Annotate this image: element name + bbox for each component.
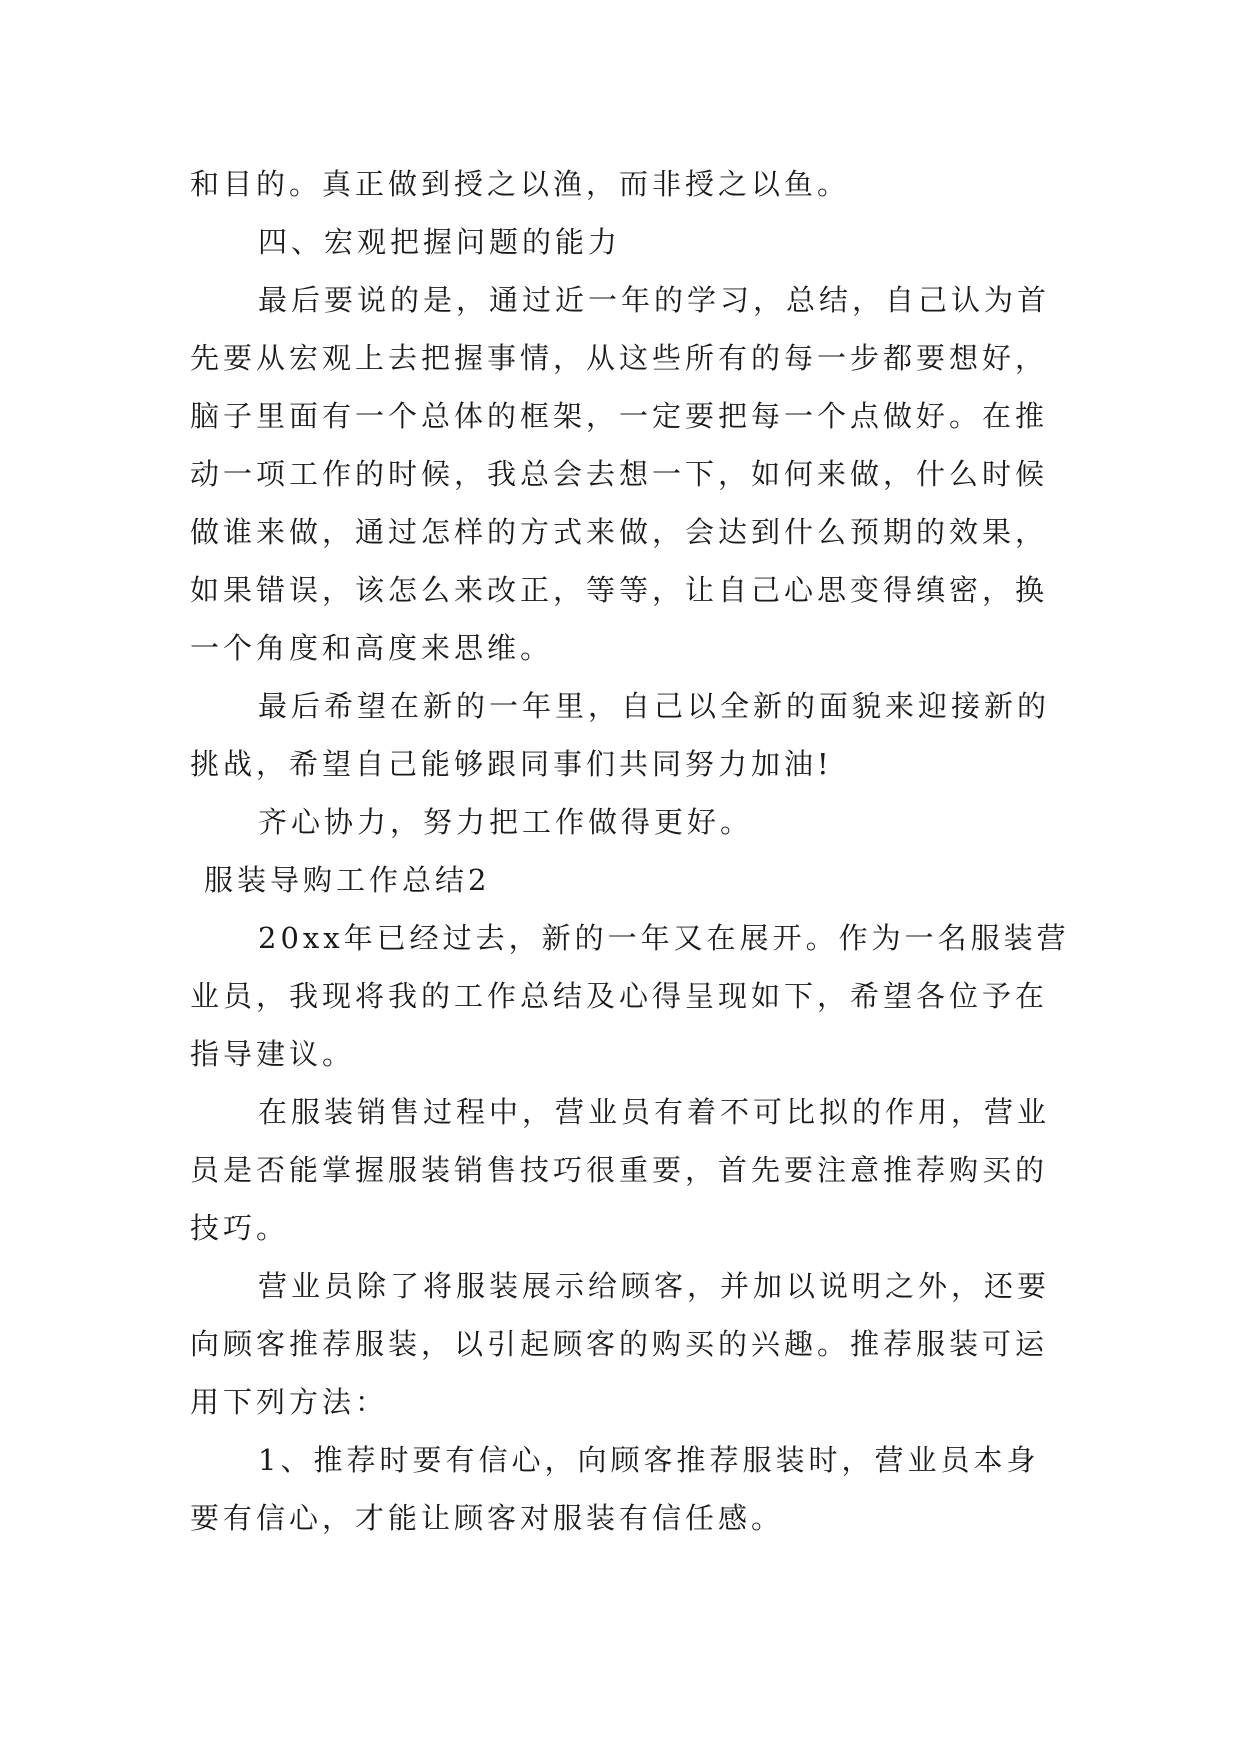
text-line: 最后希望在新的一年里，自己以全新的面貌来迎接新的 <box>258 689 1051 723</box>
text-line: 如果错误，该怎么来改正，等等，让自己心思变得缜密，换 <box>190 573 1049 607</box>
text-line: 向顾客推荐服装，以引起顾客的购买的兴趣。推荐服装可运 <box>190 1327 1049 1361</box>
text-line: 员是否能掌握服装销售技巧很重要，首先要注意推荐购买的 <box>190 1153 1049 1187</box>
text-line: 技巧。 <box>190 1211 290 1245</box>
document-title: 服装导购工作总结2 <box>204 863 491 897</box>
text-line: 挑战，希望自己能够跟同事们共同努力加油! <box>190 747 833 781</box>
text-line: 要有信心，才能让顾客对服装有信任感。 <box>190 1501 785 1535</box>
text-line: 在服装销售过程中，营业员有着不可比拟的作用，营业 <box>258 1095 1051 1129</box>
section-heading: 四、宏观把握问题的能力 <box>258 225 622 259</box>
text-line: 业员，我现将我的工作总结及心得呈现如下，希望各位予在 <box>190 979 1049 1013</box>
text-line: 1、推荐时要有信心，向顾客推荐服装时，营业员本身 <box>258 1443 1040 1477</box>
text-line: 和目的。真正做到授之以渔，而非授之以鱼。 <box>190 167 851 201</box>
text-line: 动一项工作的时候，我总会去想一下，如何来做，什么时候 <box>190 457 1049 491</box>
text-line: 营业员除了将服装展示给顾客，并加以说明之外，还要 <box>258 1269 1051 1303</box>
document-body <box>190 155 1070 1547</box>
text-line: 最后要说的是，通过近一年的学习，总结，自己认为首 <box>258 283 1051 317</box>
text-line: 先要从宏观上去把握事情，从这些所有的每一步都要想好， <box>190 341 1049 375</box>
text-line: 脑子里面有一个总体的框架，一定要把每一个点做好。在推 <box>190 399 1049 433</box>
text-line: 做谁来做，通过怎样的方式来做，会达到什么预期的效果， <box>190 515 1049 549</box>
text-line: 一个角度和高度来思维。 <box>190 631 554 665</box>
text-line: 齐心协力，努力把工作做得更好。 <box>258 805 754 839</box>
text-line: 用下列方法： <box>190 1385 389 1419</box>
text-line: 20xx年已经过去，新的一年又在展开。作为一名服装营 <box>258 921 1070 955</box>
text-line: 指导建议。 <box>190 1037 356 1071</box>
